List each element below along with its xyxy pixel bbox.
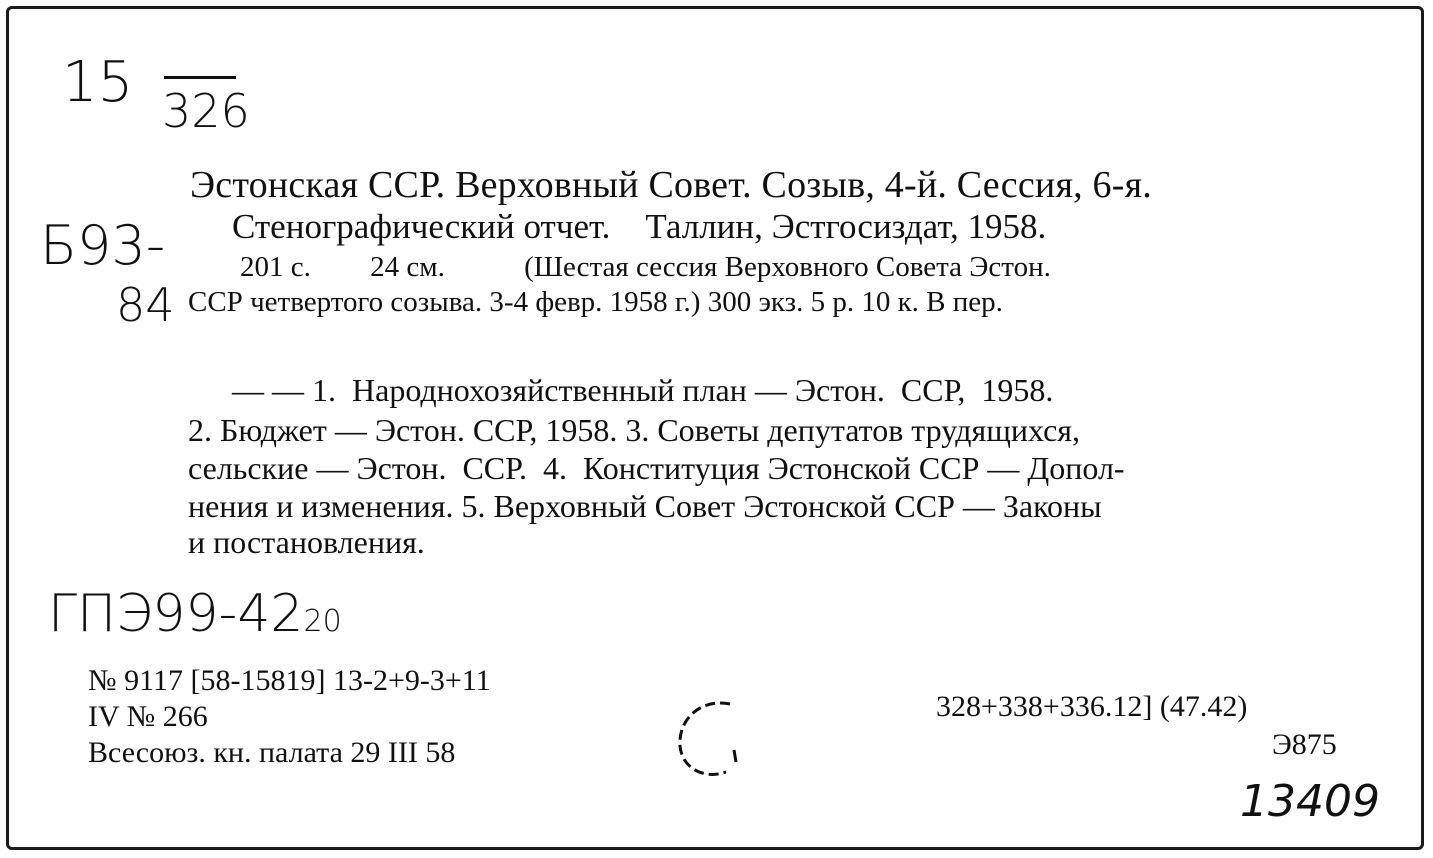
handwritten-fraction-line — [164, 76, 236, 79]
handwritten-code-top: Б93- — [40, 214, 166, 277]
cutter-number: Э875 — [1272, 728, 1337, 761]
handwritten-gpe-number — [48, 584, 342, 644]
gpe-number: ГПЭ99-42 — [48, 584, 304, 644]
series-note: (Шестая сессия Верховного Совета Эстон. — [524, 251, 1051, 283]
handwritten-shelf-number: 15 — [62, 50, 134, 115]
book-chamber: Всесоюз. кн. палата 29 III 58 — [88, 736, 456, 769]
series-number: IV № 266 — [88, 700, 208, 733]
entry-line-1: Эстонская ССР. Верховный Совет. Созыв, 4-й. Сессия, 6-я. — [190, 164, 1152, 206]
entry-line-2: Стенографический отчет. Таллин, Эстгосиздат, 1958. — [232, 207, 1047, 246]
handwritten-code-bottom: 84 — [116, 278, 175, 332]
circle-stamp-icon — [660, 690, 760, 790]
subject-line-4: нения и изменения. 5. Верховный Совет Эстонской ССР — Законы — [188, 488, 1102, 524]
subject-line-2: 2. Бюджет — Эстон. ССР, 1958. 3. Советы депутатов трудящихся, — [188, 412, 1080, 448]
handwritten-inventory-number: 13409 — [1240, 776, 1380, 827]
handwritten-shelf-sub: 326 — [162, 84, 250, 138]
pages: 201 с. — [240, 251, 311, 283]
entry-line-4: ССР четвертого созыва. 3-4 февр. 1958 г.) 300 экз. 5 р. 10 к. В пер. — [188, 286, 1003, 318]
record-number: № 9117 [58-15819] 13-2+9-3+11 — [88, 664, 491, 697]
entry-line-3 — [240, 251, 1340, 284]
subject-line-3: сельские — Эстон. ССР. 4. Конституция Эстонской ССР — Допол- — [188, 450, 1125, 486]
classification-index: 328+338+336.12] (47.42) — [936, 690, 1248, 723]
gpe-suffix: 20 — [303, 604, 342, 639]
size: 24 см. — [370, 251, 445, 283]
subject-line-1: — — 1. Народнохозяйственный план — Эстон. ССР, 1958. — [232, 372, 1054, 408]
subject-line-5: и постановления. — [188, 524, 425, 560]
